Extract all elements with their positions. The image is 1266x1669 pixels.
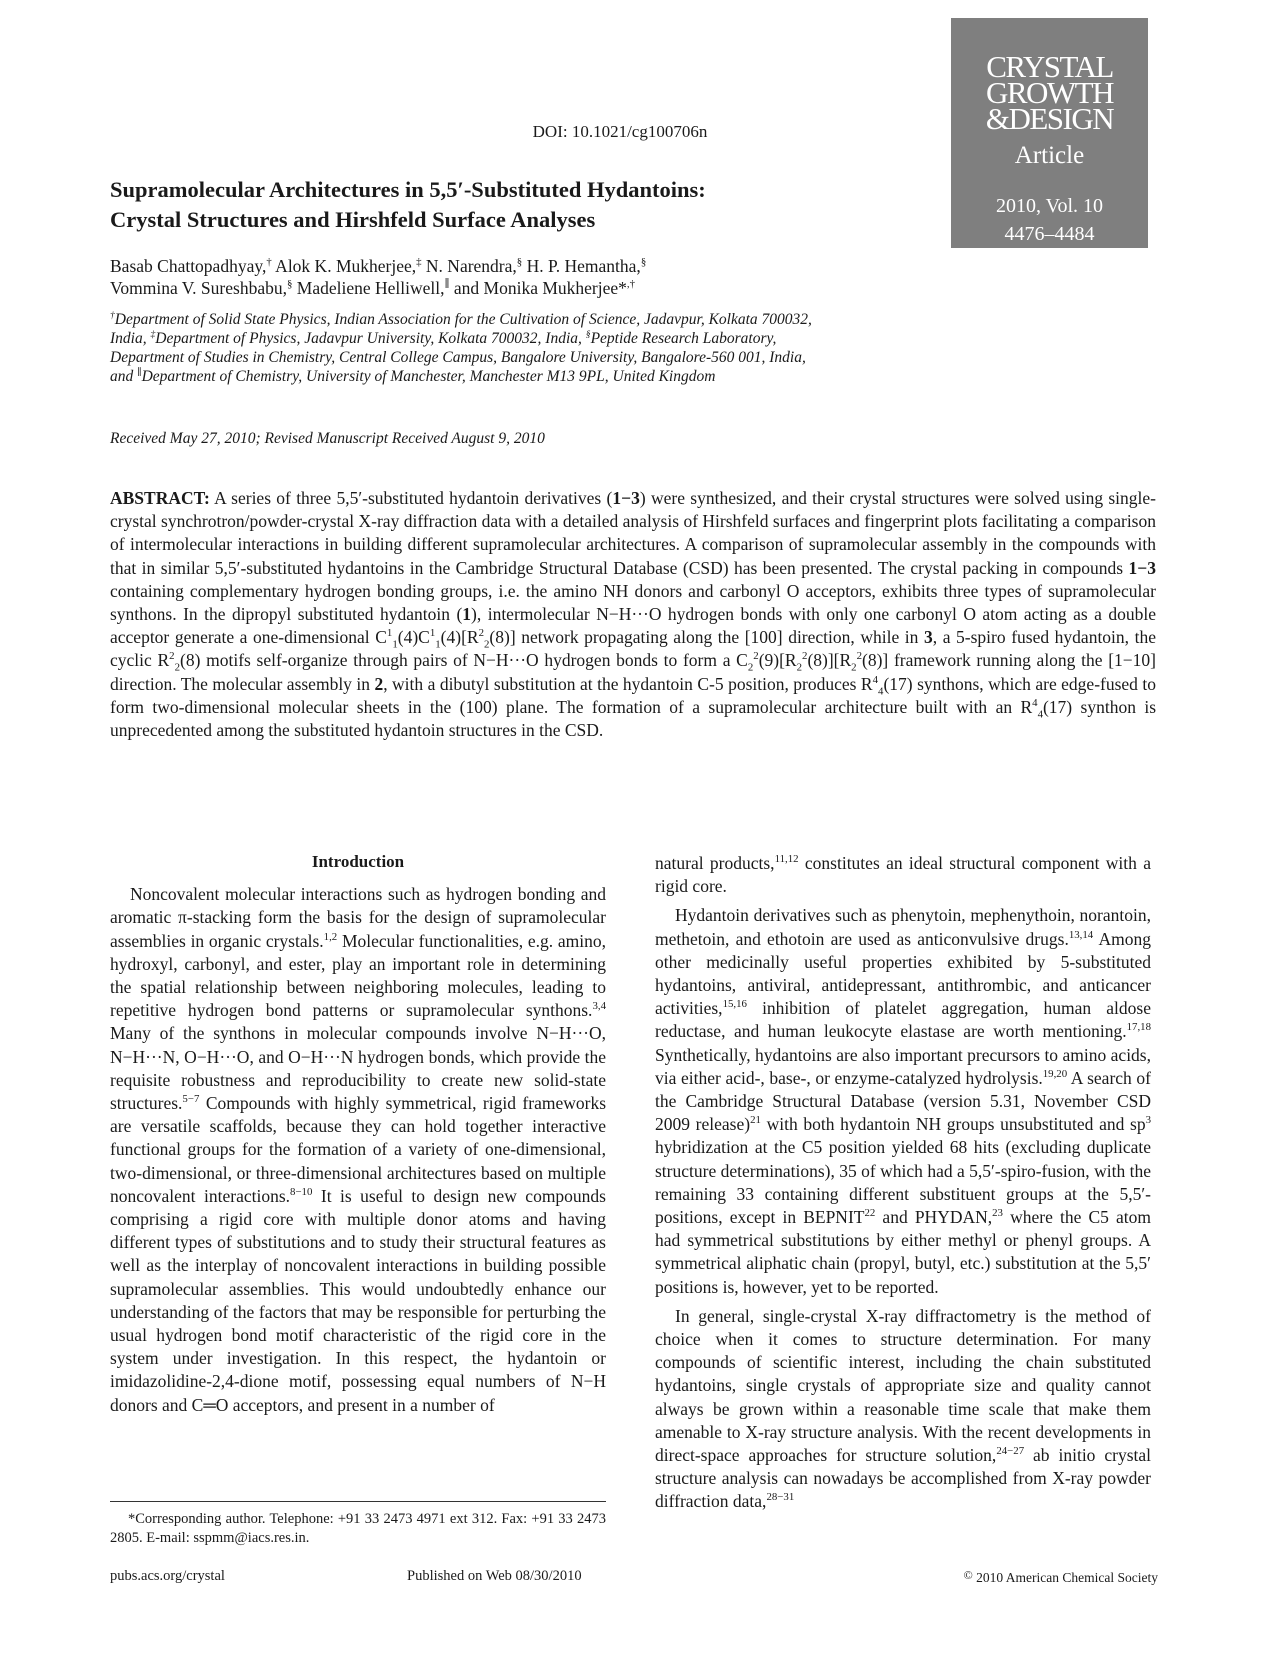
footnote-divider [110, 1501, 606, 1502]
abstract-label: ABSTRACT: [110, 488, 210, 508]
article-type: Article [1014, 142, 1085, 169]
citation[interactable]: 15,16 [722, 998, 747, 1011]
corresponding-author-footnote: *Corresponding author. Telephone: +91 33 2473 4971 ext 312. Fax: +91 33 2473 2805. E-mail: sspmm@iacs.res.in. [110, 1511, 606, 1546]
right-column [655, 852, 1151, 1514]
doi[interactable]: DOI: 10.1021/cg100706n [532, 122, 708, 141]
journal-volume: 2010, Vol. 10 4476–4484 [995, 195, 1104, 245]
affiliations: †Department of Solid State Physics, Indian Association for the Cultivation of Science, Jadavpur, Kolkata 700032, India, ‡Department of Physics, Jadavpur University, Kolkata 700032, India, §Peptide Research Laboratory, Department of Studies in Chemistry, Central College Campus, Bangalore University, Bangalore-560 001, India, and ∥Department of Chemistry, University of Manchester, Manchester M13 9PL, United Kingdom [110, 309, 812, 385]
paragraph: natural products,$^{11,12}$ constitutes an ideal structural component with a rigid core. [655, 853, 1151, 897]
citation[interactable]: 28−31 [766, 1491, 795, 1504]
citation[interactable]: 5−7 [182, 1093, 200, 1106]
paragraph: In general, single-crystal X-ray diffractometry is the method of choice when it comes to structure determination. For many compounds of scientific interest, including the chain substituted hydantoins, single crystals of appropriate size and quality cannot always be grown within a reasonable time scale that make them amenable to X-ray structure analysis. With the recent developments in direct-space approaches for structure solution,$^{24-27}$ ab initio crystal structure analysis can nowadays be accomplished from X-ray powder diffraction data,$^{28-31}$ [655, 1305, 1151, 1512]
paragraph: Hydantoin derivatives such as phenytoin, mephenythoin, norantoin, methetoin, and ethotoin are used as anticonvulsive drugs.$^{13,14}$ Among other medicinally useful properties exhibited by 5-substituted hydantoins, antiviral, antidepressant, antithrombic, and anticancer activities,$^{15,16}$ inhibition of platelet aggregation, human aldose reductase, and human leukocyte elastase are worth mentioning.$^{17,18}$ Synthetically, hydantoins are also important precursors to amino acids, via either acid-, base-, or enzyme-catalyzed hydrolysis.$^{19,20}$ A search of the Cambridge Structural Database (version 5.31, November CSD 2009 release)$^{21}$ with both hydantoin NH groups unsubstituted and $sp^3$ hybridization at the C5 position yielded 68 hits (excluding duplicate structure determinations), 35 of which had a 5,5′-spiro-fusion, with the remaining 33 containing different substituent groups at the 5,5′-positions, except in BEPNIT$^{22}$ and PHYDAN,$^{23}$ where the C5 atom had symmetrical substitutions by either methyl or phenyl groups. A symmetrical aliphatic chain (propyl, butyl, etc.) substitution at the 5,5′ positions is, however, yet to be reported. [655, 905, 1151, 1297]
citation[interactable]: 8−10 [290, 1186, 313, 1199]
received-dates: Received May 27, 2010; Revised Manuscript Received August 9, 2010 [110, 430, 545, 447]
citation[interactable]: 1,2 [323, 930, 338, 943]
citation[interactable]: 19,20 [1042, 1068, 1068, 1080]
copyright-icon: © [963, 1568, 973, 1582]
journal-badge [951, 18, 1148, 248]
citation[interactable]: 11,12 [774, 853, 799, 866]
citation[interactable]: 21 [750, 1114, 761, 1127]
paragraph: Noncovalent molecular interactions such as hydrogen bonding and aromatic π-stacking form the basis for the design of supramolecular assemblies in organic crystals.$^{1,2}$ Molecular functionalities, e.g. amino, hydroxyl, carbonyl, and ester, play an important role in determining the spatial relationship between neighboring molecules, leading to repetitive hydrogen bond patterns or supramolecular synthons.$^{3,4}$ Many of the synthons in molecular compounds involve N−H···O, N−H···N, O−H···O, and O−H···N hydrogen bonds, which provide the requisite robustness and reproducibility to create new solid-state structures.$^{5-7}$ Compounds with highly symmetrical, rigid frameworks are versatile scaffolds, because they can hold together interactive functional groups for the formation of a variety of one-dimensional, two-dimensional, or three-dimensional architectures based on multiple noncovalent interactions.$^{8-10}$ It is useful to design new compounds comprising a rigid core with multiple donor atoms and having different types of substitutions and to study their structural features as well as the interplay of noncovalent interactions in building possible supramolecular assemblies. This would undoubtedly enhance our understanding of the factors that may be responsible for perturbing the usual hydrogen bond motif characteristic of the rigid core in the system under investigation. In this respect, the hydantoin or imidazolidine-2,4-dione motif, possessing equal numbers of N−H donors and C═O acceptors, and present in a number of [110, 884, 607, 1415]
citation[interactable]: 17,18 [1126, 1021, 1151, 1034]
footer-journal-url[interactable]: pubs.acs.org/crystal [110, 1568, 225, 1584]
footer-copyright: © 2010 American Chemical Society [963, 1568, 1158, 1585]
journal-name: CRYSTAL GROWTH &DESIGN [985, 49, 1114, 136]
author-list: Basab Chattopadhyay,† Alok K. Mukherjee,‡ N. Narendra,§ H. P. Hemantha,§ Vommina V. Sureshbabu,§ Madeliene Helliwell,∥ and Monika Mukherjee*,† [110, 256, 647, 298]
citation[interactable]: 13,14 [1068, 928, 1094, 941]
citation[interactable]: 22 [864, 1207, 876, 1220]
section-heading-introduction: Introduction [311, 852, 405, 871]
citation[interactable]: 23 [992, 1207, 1003, 1220]
article-title: Supramolecular Architectures in 5,5′-Substituted Hydantoins: Crystal Structures and Hirshfeld Surface Analyses [110, 177, 706, 232]
left-column [110, 850, 606, 1417]
citation[interactable]: 3,4 [592, 1000, 606, 1013]
citation[interactable]: 24−27 [996, 1445, 1025, 1458]
footer-published-date: Published on Web 08/30/2010 [407, 1568, 582, 1584]
abstract: ABSTRACT: A series of three 5,5′-substituted hydantoin derivatives (1−3) were synthesized, and their crystal structures were solved using single-crystal synchrotron/powder-crystal X-ray diffraction data with a detailed analysis of Hirshfeld surfaces and fingerprint plots facilitating a comparison of intermolecular interactions in building different supramolecular architectures. A comparison of supramolecular assembly in the compounds with that in similar 5,5′-substituted hydantoins in the Cambridge Structural Database (CSD) has been presented. The crystal packing in compounds 1−3 containing complementary hydrogen bonding groups, i.e. the amino NH donors and carbonyl O acceptors, exhibits three types of supramolecular synthons. In the dipropyl substituted hydantoin (1), intermolecular N−H···O hydrogen bonds with only one carbonyl O atom acting as a double acceptor generate a one-dimensional $C^1_1(4)C^1_1(4)[R^2_2(8)]$ network propagating along the [100] direction, while in 3, a 5-spiro fused hydantoin, the cyclic $R^2_2(8)$ motifs self-organize through pairs of N−H···O hydrogen bonds to form a $C_2^2(9)[R_2^2(8)][R_2^2(8)]$ framework running along the [1−10] direction. The molecular assembly in 2, with a dibutyl substitution at the hydantoin C-5 position, produces $R^4_4(17)$ synthons, which are edge-fused to form two-dimensional molecular sheets in the (100) plane. The formation of a supramolecular architecture built with an $R^4_4(17)$ synthon is unprecedented among the substituted hydantoin structures in the CSD. [110, 488, 1157, 741]
